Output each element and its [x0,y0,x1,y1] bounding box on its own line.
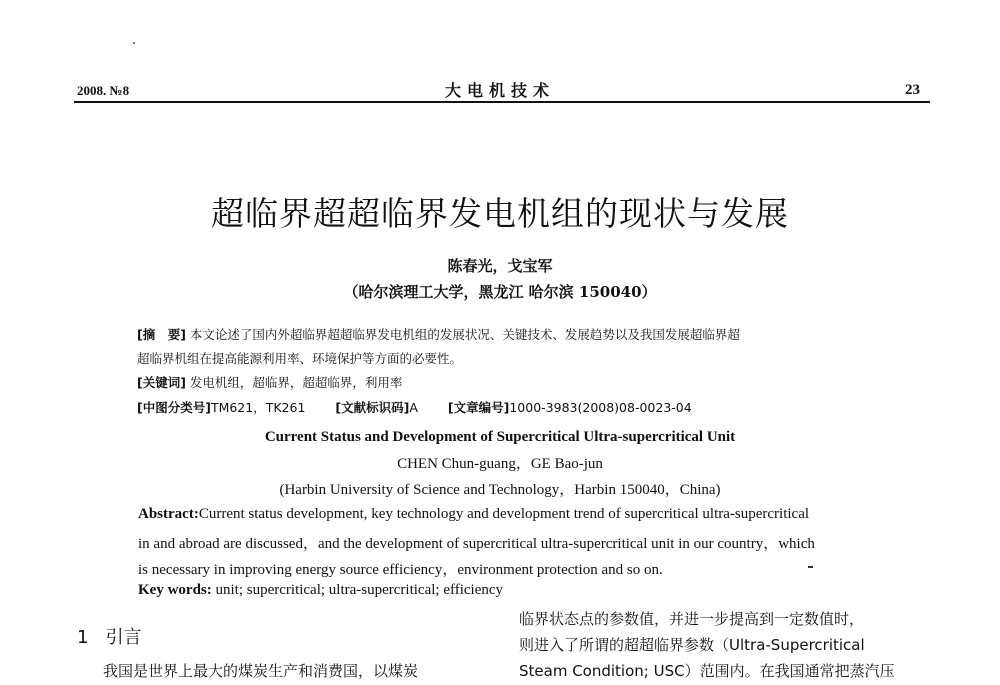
section-title: 引言 [105,627,142,648]
section-heading [77,623,142,649]
english-abstract [138,506,809,523]
right-column-line2: 则进入了所谓的超超临界参数（Ultra-Supercritical [519,636,865,654]
scan-speck [133,42,135,44]
keywords-cn-label: [关键词] [137,375,186,390]
abstract-cn-line1: 本文论述了国内外超临界超超临界发电机组的发展状况、关键技术、发展趋势以及我国发展超临界超 [189,327,740,342]
doc-code-value: A [409,400,418,415]
abstract-cn-label: [摘 要] [137,327,186,342]
keywords-cn-text: 发电机组，超临界，超超临界，利用率 [189,375,403,390]
page-number: 23 [905,82,920,98]
article-id-label: [文章编号] [447,400,510,415]
classification-line [137,398,692,416]
abstract-en-label: Abstract: [138,506,199,522]
authors: 陈春光，戈宝军 [447,257,553,275]
keywords-en-text: unit; supercritical; ultra-supercritical; efficiency [215,582,504,598]
left-column-text: 我国是世界上最大的煤炭生产和消费国，以煤炭 [103,662,419,680]
right-column-line3: Steam Condition; USC）范围内。在我国通常把蒸汽压 [519,662,895,680]
right-column-line1: 临界状态点的参数值，并进一步提高到一定数值时， [519,610,865,628]
paper-title: 超临界超超临界发电机组的现状与发展 [211,194,789,233]
section-number: 1 [77,627,89,648]
english-affiliation: (Harbin University of Science and Technology，Harbin 150040，China) [279,482,721,498]
keywords-en-label: Key words: [138,582,212,598]
keywords-cn [137,373,402,391]
abstract-en-line3: is necessary in improving energy source efficiency，environment protection and so on. [138,562,663,578]
journal-name: 大电机技术 [444,81,555,100]
abstract-en-line1: Current status development, key technology and development trend of supercritical ultra-supercritical [198,506,810,522]
abstract-en-line2: in and abroad are discussed，and the development of supercritical ultra-supercritical unit in our country，which [138,536,815,552]
english-title: Current Status and Development of Supercritical Ultra-supercritical Unit [264,429,736,445]
issue-number: 2008. №8 [77,83,130,98]
doc-code-label: [文献标识码] [335,400,410,415]
abstract-cn-line2: 超临界机组在提高能源利用率、环境保护等方面的必要性。 [137,351,463,366]
affiliation: （哈尔滨理工大学，黑龙江 哈尔滨 150040） [343,283,657,301]
english-keywords [138,582,503,599]
header-rule [74,101,930,103]
english-authors: CHEN Chun-guang，GE Bao-jun [397,456,603,472]
clc-value: TM621，TK261 [210,400,306,415]
abstract-cn [137,325,740,343]
clc-label: [中图分类号] [137,400,211,415]
article-id-value: 1000-3983(2008)08-0023-04 [509,400,692,415]
scan-mark [808,566,813,568]
